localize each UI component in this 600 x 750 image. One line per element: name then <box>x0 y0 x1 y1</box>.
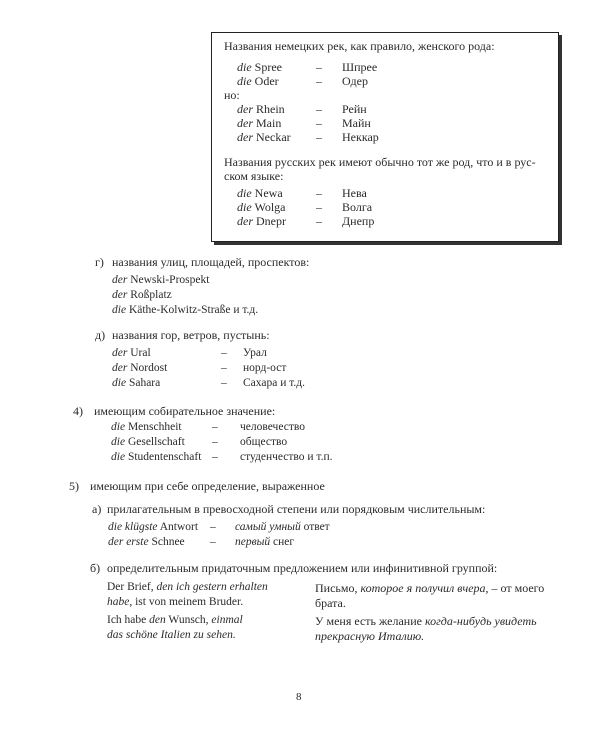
section-g-label: г) <box>95 255 104 269</box>
ru-translation: Волга <box>342 200 373 214</box>
infinitive-example-de-line2: das schöne Italien zu sehen. <box>107 629 236 641</box>
ordinal-translation: первый снег <box>235 536 295 548</box>
box-row-dnepr: der Dnepr <box>237 214 286 228</box>
section-4-heading: имеющим собирательное значение: <box>94 404 276 418</box>
box-line2b: ском языке: <box>224 169 284 183</box>
page-number: 8 <box>296 691 302 703</box>
box-line1: Названия немецких рек, как правило, женского рода: <box>224 39 495 53</box>
mountain-item: die Sahara <box>112 377 161 389</box>
clause-example-de-line1: Der Brief, den ich gestern erhalten <box>107 581 268 593</box>
collective-item: die Gesellschaft <box>111 436 185 448</box>
section-5b-heading: определительным придаточным предложением или инфинитивной группой: <box>107 561 498 575</box>
box-row-main: der Main <box>237 116 282 130</box>
clause-example-de-line2: habe, ist von meinem Bruder. <box>107 596 244 608</box>
mountain-item: der Nordost <box>112 362 168 374</box>
section-d-label: д) <box>95 328 106 342</box>
dash: – <box>316 102 322 116</box>
dash: – <box>210 536 216 548</box>
dash: – <box>210 521 216 533</box>
box-row-rhein: der Rhein <box>237 102 285 116</box>
mountain-item: der Ural <box>112 347 151 359</box>
section-5a-label: а) <box>92 502 102 516</box>
street-item: der Newski-Prospekt <box>112 274 210 286</box>
section-4-label: 4) <box>73 404 83 418</box>
dash: – <box>316 116 322 130</box>
section-d-heading: названия гор, ветров, пустынь: <box>112 328 270 342</box>
street-item: der Roßplatz <box>112 289 172 301</box>
street-item: die Käthe-Kolwitz-Straße и т.д. <box>112 304 259 316</box>
box-row-oder: die Oder <box>237 74 279 88</box>
superlative-example: die klügste Antwort <box>108 521 199 533</box>
dash: – <box>316 74 322 88</box>
ru-translation: общество <box>240 436 288 448</box>
infinitive-example-ru-line1: У меня есть желание когда-нибудь увидеть <box>315 614 537 628</box>
dash: – <box>316 214 322 228</box>
ru-translation: человечество <box>240 421 305 433</box>
dash: – <box>221 347 227 359</box>
section-5-heading: имеющим при себе определение, выраженное <box>90 479 325 493</box>
section-5-label: 5) <box>69 479 79 493</box>
infinitive-example-ru-line2: прекрасную Италию. <box>315 629 425 643</box>
superlative-translation: самый умный ответ <box>235 521 330 533</box>
section-5b-label: б) <box>90 561 101 575</box>
infinitive-example-de-line1: Ich habe den Wunsch, einmal <box>107 614 243 626</box>
dash: – <box>316 60 322 74</box>
ru-translation: Майн <box>342 116 371 130</box>
box-row-newa: die Newa <box>237 186 283 200</box>
ordinal-example: der erste Schnee <box>108 536 185 548</box>
box-row-wolga: die Wolga <box>237 200 286 214</box>
collective-item: die Menschheit <box>111 421 182 433</box>
box-row-spree: die Spree <box>237 60 282 74</box>
dash: – <box>212 451 218 463</box>
clause-example-ru-line2: брата. <box>315 596 346 610</box>
section-5a-heading: прилагательным в превосходной степени или порядковым числительным: <box>107 502 486 516</box>
dash: – <box>316 200 322 214</box>
clause-example-ru-line1: Письмо, которое я получил вчера, – от моего <box>315 581 545 595</box>
ru-translation: Шпрее <box>342 60 378 74</box>
ru-translation: Днепр <box>342 214 375 228</box>
ru-translation: Урал <box>243 347 267 359</box>
box-line2a: Названия русских рек имеют обычно тот же род, что и в рус- <box>224 155 536 169</box>
ru-translation: Одер <box>342 74 368 88</box>
box-row-neckar: der Neckar <box>237 130 291 144</box>
ru-translation: Нева <box>342 186 367 200</box>
ru-translation: норд-ост <box>243 362 287 374</box>
dash: – <box>212 436 218 448</box>
ru-translation: Сахара и т.д. <box>243 377 305 389</box>
dash: – <box>316 130 322 144</box>
dash: – <box>221 377 227 389</box>
section-g-heading: названия улиц, площадей, проспектов: <box>112 255 310 269</box>
collective-item: die Studentenschaft <box>111 451 202 463</box>
ru-translation: студенчество и т.п. <box>240 451 333 463</box>
dash: – <box>221 362 227 374</box>
dash: – <box>212 421 218 433</box>
dash: – <box>316 186 322 200</box>
box-no: но: <box>224 88 240 102</box>
ru-translation: Рейн <box>342 102 367 116</box>
ru-translation: Неккар <box>342 130 379 144</box>
